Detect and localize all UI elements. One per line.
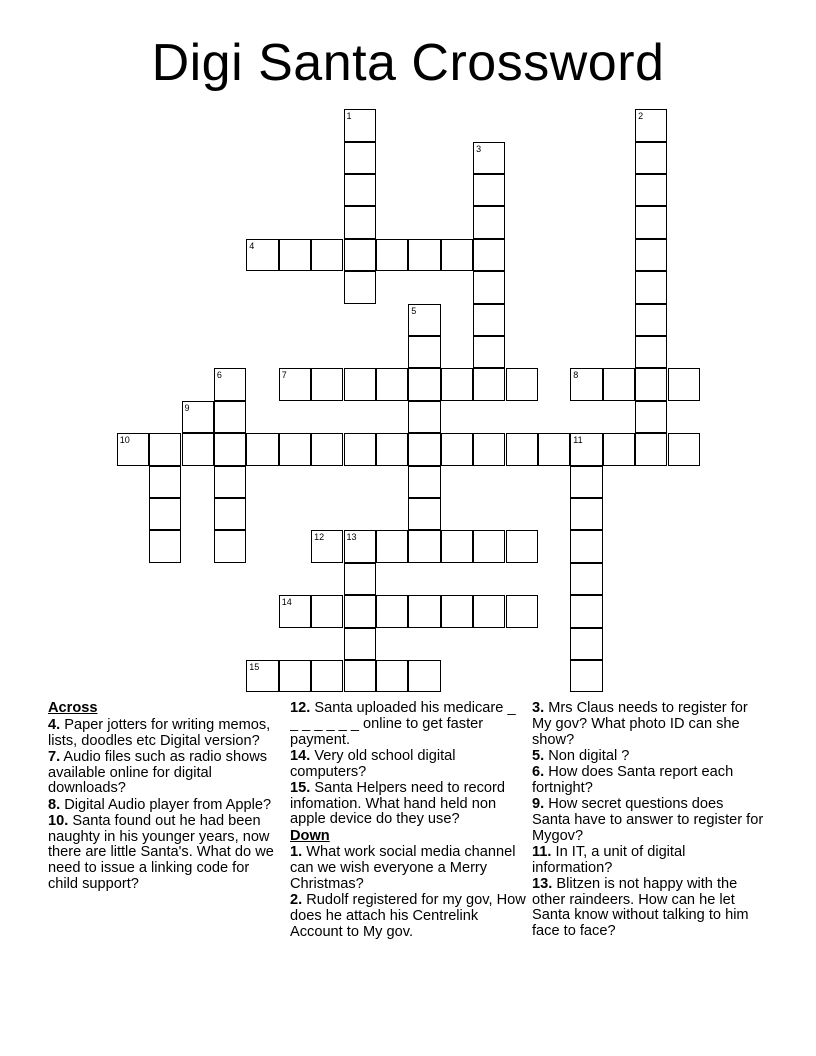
- clue-text: Santa found out he had been naughty in his younger years, now there are little Santa's. What do we need to issue a linking code for child support?: [48, 812, 274, 892]
- crossword-cell[interactable]: [570, 595, 602, 627]
- clue-across-15: [290, 781, 526, 828]
- crossword-cell[interactable]: [344, 239, 376, 271]
- crossword-cell[interactable]: [441, 530, 473, 562]
- crossword-cell[interactable]: [506, 433, 538, 465]
- crossword-cell[interactable]: [344, 660, 376, 692]
- crossword-cell[interactable]: [408, 433, 440, 465]
- crossword-cell[interactable]: [344, 595, 376, 627]
- crossword-cell[interactable]: [344, 206, 376, 238]
- clue-number-label: 9: [184, 402, 190, 413]
- crossword-cell[interactable]: [635, 304, 667, 336]
- clue-text: How secret questions does Santa have to answer to register for Mygov?: [532, 795, 764, 844]
- clue-text: Santa Helpers need to record infomation. What hand held non apple device do they use?: [290, 779, 505, 828]
- clue-number: 7.: [48, 748, 61, 765]
- crossword-cell[interactable]: [441, 595, 473, 627]
- clue-down-2: [290, 893, 526, 940]
- crossword-cell[interactable]: [149, 530, 181, 562]
- clue-text: In IT, a unit of digital information?: [532, 843, 686, 876]
- clue-number-label: 10: [119, 435, 130, 446]
- clue-number: 3.: [532, 700, 545, 716]
- clue-number-label: 14: [281, 597, 292, 608]
- clue-text: Very old school digital computers?: [290, 747, 456, 780]
- crossword-cell[interactable]: [344, 628, 376, 660]
- crossword-cell[interactable]: [473, 174, 505, 206]
- crossword-cell[interactable]: [376, 239, 408, 271]
- crossword-cell[interactable]: [279, 595, 311, 627]
- crossword-cell[interactable]: [311, 239, 343, 271]
- clue-number-label: 12: [314, 532, 325, 543]
- crossword-cell[interactable]: [214, 433, 246, 465]
- crossword-cell[interactable]: [279, 660, 311, 692]
- crossword-cell[interactable]: [635, 109, 667, 141]
- clues-column-1: [48, 701, 283, 893]
- crossword-cell[interactable]: [473, 271, 505, 303]
- crossword-cell[interactable]: [506, 595, 538, 627]
- clue-down-13: [532, 877, 764, 940]
- clue-text: Rudolf registered for my gov, How does he attach his Centrelink Account to My gov.: [290, 892, 526, 940]
- clue-down-3: [532, 701, 764, 748]
- crossword-cell[interactable]: [182, 433, 214, 465]
- crossword-cell[interactable]: [441, 433, 473, 465]
- crossword-cell[interactable]: [635, 433, 667, 465]
- crossword-cell[interactable]: [408, 401, 440, 433]
- crossword-cell[interactable]: [506, 368, 538, 400]
- crossword-cell[interactable]: [214, 530, 246, 562]
- crossword-cell[interactable]: [506, 530, 538, 562]
- crossword-cell[interactable]: [376, 530, 408, 562]
- crossword-cell[interactable]: [214, 401, 246, 433]
- crossword-cell[interactable]: [408, 336, 440, 368]
- clue-number: 10.: [48, 812, 69, 829]
- clue-number: 5.: [532, 747, 545, 764]
- clue-number: 6.: [532, 763, 545, 780]
- clue-number: 15.: [290, 779, 311, 796]
- clue-number-label: 5: [411, 305, 417, 316]
- crossword-cell[interactable]: [408, 498, 440, 530]
- crossword-cell[interactable]: [603, 368, 635, 400]
- crossword-cell[interactable]: [635, 174, 667, 206]
- clue-number: 9.: [532, 795, 545, 812]
- clue-text: Santa uploaded his medicare _ _ _ _ _ _ _ online to get faster payment.: [290, 701, 516, 748]
- clue-down-11: [532, 845, 764, 877]
- crossword-cell[interactable]: [214, 466, 246, 498]
- page-title: Digi Santa Crossword: [151, 34, 665, 92]
- clue-number: 14.: [290, 747, 311, 764]
- clues-column-3: [532, 701, 764, 940]
- crossword-cell[interactable]: [668, 433, 700, 465]
- crossword-cell[interactable]: [473, 304, 505, 336]
- clue-number-label: 13: [346, 532, 357, 543]
- clue-number: 8.: [48, 796, 61, 813]
- crossword-cell[interactable]: [408, 368, 440, 400]
- crossword-cell[interactable]: [311, 595, 343, 627]
- clue-number-label: 1: [346, 111, 352, 122]
- crossword-cell[interactable]: [473, 142, 505, 174]
- crossword-cell[interactable]: [408, 466, 440, 498]
- crossword-cell[interactable]: [473, 336, 505, 368]
- crossword-cell[interactable]: [344, 433, 376, 465]
- clue-text: Blitzen is not happy with the other raindeers. How can he let Santa know without talking to him face to face?: [532, 875, 749, 940]
- crossword-cell[interactable]: [182, 401, 214, 433]
- crossword-cell[interactable]: [344, 563, 376, 595]
- crossword-cell[interactable]: [570, 498, 602, 530]
- clue-across-10: [48, 814, 283, 893]
- crossword-cell[interactable]: [570, 368, 602, 400]
- clue-down-1: [290, 845, 526, 892]
- crossword-cell[interactable]: [311, 530, 343, 562]
- clue-across-4: [48, 718, 283, 750]
- crossword-cell[interactable]: [344, 368, 376, 400]
- crossword-cell[interactable]: [473, 368, 505, 400]
- clue-number: 13.: [532, 875, 553, 892]
- clues-column-2: [290, 701, 526, 955]
- crossword-cell[interactable]: [311, 433, 343, 465]
- clue-down-9: [532, 797, 764, 844]
- crossword-cell[interactable]: [441, 239, 473, 271]
- clue-number-label: 8: [573, 370, 579, 381]
- clue-text: Paper jotters for writing memos, lists, doodles etc Digital version?: [48, 716, 271, 749]
- crossword-cell[interactable]: [473, 239, 505, 271]
- crossword-cell[interactable]: [311, 368, 343, 400]
- crossword-cell[interactable]: [635, 206, 667, 238]
- crossword-cell[interactable]: [279, 433, 311, 465]
- crossword-cell[interactable]: [408, 595, 440, 627]
- crossword-cell[interactable]: [279, 239, 311, 271]
- crossword-cell[interactable]: [473, 433, 505, 465]
- crossword-cell[interactable]: [246, 433, 278, 465]
- clue-across-8: [48, 798, 283, 814]
- crossword-cell[interactable]: [473, 206, 505, 238]
- crossword-cell[interactable]: [570, 563, 602, 595]
- crossword-cell[interactable]: [473, 530, 505, 562]
- crossword-cell[interactable]: [570, 433, 602, 465]
- crossword-cell[interactable]: [570, 628, 602, 660]
- crossword-cell[interactable]: [603, 433, 635, 465]
- crossword-cell[interactable]: [635, 142, 667, 174]
- clue-number: 2.: [290, 892, 303, 909]
- crossword-cell[interactable]: [344, 271, 376, 303]
- across-heading: Across: [48, 700, 98, 716]
- crossword-cell[interactable]: [408, 660, 440, 692]
- clue-text: What work social media channel can we wish everyone a Merry Christmas?: [290, 844, 516, 892]
- crossword-cell[interactable]: [117, 433, 149, 465]
- crossword-cell[interactable]: [149, 466, 181, 498]
- crossword-cell[interactable]: [214, 368, 246, 400]
- clue-number-label: 7: [281, 370, 287, 381]
- clue-number-label: 3: [476, 143, 482, 154]
- crossword-cell[interactable]: [408, 530, 440, 562]
- clue-text: Non digital ?: [544, 747, 630, 764]
- down-heading: Down: [290, 827, 330, 844]
- clue-text: Audio files such as radio shows available online for digital downloads?: [48, 748, 268, 797]
- clue-down-6: [532, 765, 764, 797]
- crossword-cell[interactable]: [344, 174, 376, 206]
- crossword-cell[interactable]: [344, 109, 376, 141]
- crossword-cell[interactable]: [344, 142, 376, 174]
- crossword-cell[interactable]: [635, 336, 667, 368]
- clue-across-12: [290, 701, 526, 748]
- crossword-cell[interactable]: [635, 401, 667, 433]
- clue-number: 11.: [532, 843, 552, 860]
- clue-text: How does Santa report each fortnight?: [532, 763, 734, 796]
- crossword-cell[interactable]: [570, 660, 602, 692]
- crossword-cell[interactable]: [279, 368, 311, 400]
- clue-number-label: 15: [249, 662, 260, 672]
- crossword-cell[interactable]: [246, 660, 278, 692]
- clue-number-label: 4: [249, 240, 255, 251]
- crossword-cell[interactable]: [376, 660, 408, 692]
- clue-number-label: 11: [573, 435, 583, 446]
- crossword-cell[interactable]: [538, 433, 570, 465]
- clue-number: 4.: [48, 716, 61, 733]
- crossword-cell[interactable]: [149, 498, 181, 530]
- clue-text: Mrs Claus needs to register for My gov? What photo ID can she show?: [532, 700, 748, 748]
- crossword-cell[interactable]: [149, 433, 181, 465]
- clue-number-label: 2: [638, 111, 644, 122]
- crossword-cell[interactable]: [635, 239, 667, 271]
- crossword-cell[interactable]: [570, 466, 602, 498]
- crossword-cell[interactable]: [311, 660, 343, 692]
- crossword-cell[interactable]: [635, 368, 667, 400]
- crossword-cell[interactable]: [214, 498, 246, 530]
- crossword-cell[interactable]: [635, 271, 667, 303]
- crossword-cell[interactable]: [668, 368, 700, 400]
- clue-down-5: [532, 749, 764, 765]
- clue-across-7: [48, 750, 283, 797]
- crossword-cell[interactable]: [376, 368, 408, 400]
- crossword-cell[interactable]: [473, 595, 505, 627]
- crossword-cell[interactable]: [376, 433, 408, 465]
- crossword-cell[interactable]: [408, 304, 440, 336]
- crossword-cell[interactable]: [344, 530, 376, 562]
- clue-number: 12.: [290, 701, 311, 716]
- crossword-cell[interactable]: [570, 530, 602, 562]
- crossword-cell[interactable]: [246, 239, 278, 271]
- crossword-cell[interactable]: [441, 368, 473, 400]
- crossword-cell[interactable]: [408, 239, 440, 271]
- crossword-cell[interactable]: [376, 595, 408, 627]
- clue-across-14: [290, 749, 526, 781]
- clue-number: 1.: [290, 844, 303, 861]
- clue-number-label: 6: [216, 370, 222, 381]
- clue-text: Digital Audio player from Apple?: [60, 796, 272, 813]
